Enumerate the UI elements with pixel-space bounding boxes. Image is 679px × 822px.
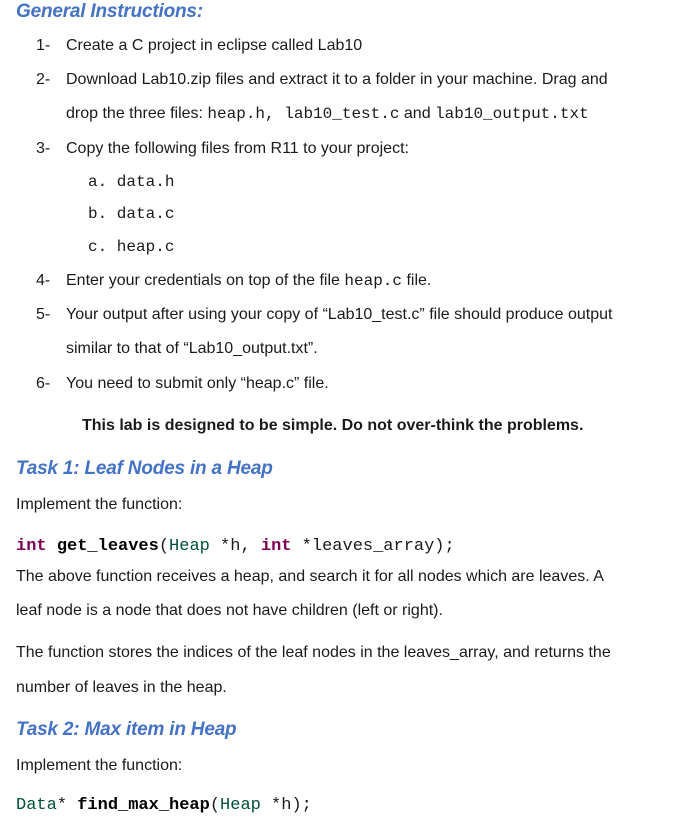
list-item bbox=[36, 306, 612, 324]
task1-description: number of leaves in the heap. bbox=[16, 679, 227, 696]
task1-description: leaf node is a node that does not have children (left or right). bbox=[16, 602, 443, 619]
step-number: 5- bbox=[36, 306, 51, 323]
param-name: *h, bbox=[209, 537, 261, 556]
step-text: and bbox=[399, 105, 436, 122]
step-text: Download Lab10.zip files and extract it to a folder in your machine. Drag and bbox=[66, 71, 608, 88]
sub-item-heap-c: c. heap.c bbox=[88, 238, 175, 256]
return-type: Data bbox=[16, 796, 57, 815]
list-item bbox=[36, 375, 329, 393]
list-item bbox=[36, 71, 608, 89]
step-text: drop the three files: bbox=[66, 105, 208, 122]
code-filenames: heap.h, lab10_test.c bbox=[207, 105, 400, 123]
param-type: Heap bbox=[169, 537, 210, 556]
step-number: 2- bbox=[36, 71, 51, 88]
list-item bbox=[36, 140, 409, 158]
step-text: file. bbox=[402, 272, 432, 289]
task1-description: The function stores the indices of the leaf nodes in the leaves_array, and returns the bbox=[16, 644, 611, 661]
task1-heading: Task 1: Leaf Nodes in a Heap bbox=[16, 458, 273, 479]
step-continuation bbox=[66, 105, 589, 123]
param-name: *leaves_array); bbox=[291, 537, 455, 556]
step-continuation: similar to that of “Lab10_output.txt”. bbox=[66, 340, 318, 357]
param-type: Heap bbox=[220, 796, 261, 815]
code-filename: heap.c bbox=[344, 272, 402, 290]
function-name: find_max_heap bbox=[77, 796, 210, 815]
list-item bbox=[36, 37, 362, 55]
step-number: 3- bbox=[36, 140, 51, 157]
step-number: 4- bbox=[36, 272, 51, 289]
param-type: int bbox=[260, 537, 292, 556]
return-type: int bbox=[16, 537, 47, 556]
list-item bbox=[36, 272, 431, 290]
task2-heading: Task 2: Max item in Heap bbox=[16, 719, 237, 740]
step-number: 6- bbox=[36, 375, 51, 392]
task1-implement-label: Implement the function: bbox=[16, 496, 183, 513]
sub-item-data-h: a. data.h bbox=[88, 173, 175, 191]
step-text: You need to submit only “heap.c” file. bbox=[66, 375, 329, 392]
paren: ( bbox=[158, 537, 170, 556]
general-instructions-heading: General Instructions: bbox=[16, 1, 203, 22]
param-name: *h); bbox=[260, 796, 312, 815]
function-name: get_leaves bbox=[56, 537, 159, 556]
task2-signature bbox=[16, 796, 312, 815]
pointer-star: * bbox=[56, 796, 78, 815]
step-number: 1- bbox=[36, 37, 51, 54]
step-text: Your output after using your copy of “Lab10_test.c” file should produce output bbox=[66, 306, 613, 323]
task2-implement-label: Implement the function: bbox=[16, 757, 183, 774]
paren: ( bbox=[209, 796, 221, 815]
note-text: This lab is designed to be simple. Do not over-think the problems. bbox=[82, 417, 584, 434]
sub-item-data-c: b. data.c bbox=[88, 205, 175, 223]
task1-description: The above function receives a heap, and search it for all nodes which are leaves. A bbox=[16, 568, 604, 585]
task1-signature bbox=[16, 537, 455, 556]
step-text: Create a C project in eclipse called Lab10 bbox=[66, 37, 363, 54]
step-text: Enter your credentials on top of the file bbox=[66, 272, 345, 289]
step-text: Copy the following files from R11 to your project: bbox=[66, 140, 409, 157]
code-filename: lab10_output.txt bbox=[435, 105, 589, 123]
